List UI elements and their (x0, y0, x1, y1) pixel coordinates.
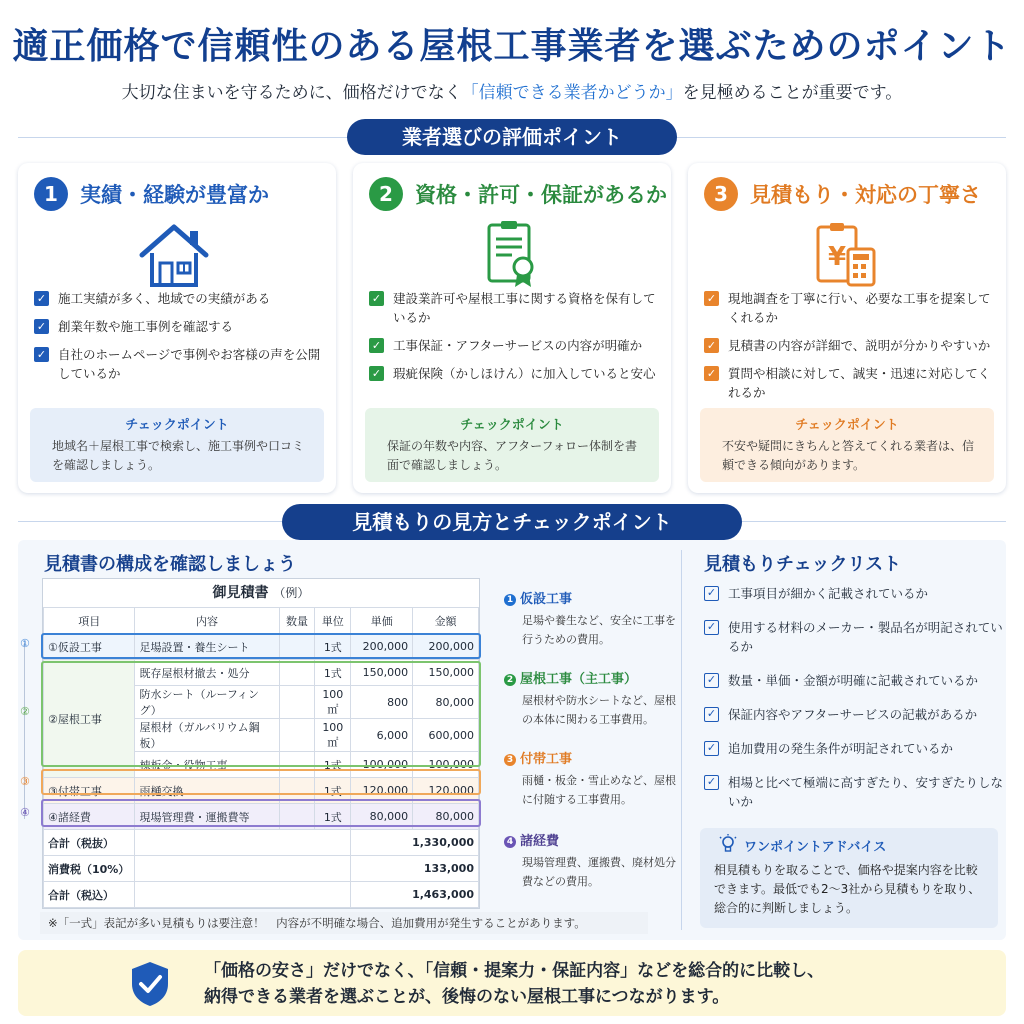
legend-item-incidental: 3 付帯工事 雨樋・板金・雪止めなど、屋根に付随する工事費用。 (504, 748, 684, 809)
list-item: ✓ 創業年数や施工事例を確認する (34, 317, 326, 336)
check-icon: ✓ (704, 338, 719, 353)
group-marker: ② (20, 705, 30, 718)
list-item: ✓ 保証内容やアフターサービスの記載があるか (704, 705, 1004, 724)
check-icon: ✓ (34, 291, 49, 306)
check-icon: ✓ (704, 366, 719, 381)
check-point-text: 保証の年数や内容、アフターフォロー体制を書面で確認しましょう。 (387, 439, 637, 472)
estimate-doc-title: 御見積書 （例） (212, 585, 310, 601)
page-subtitle (0, 78, 1024, 103)
checkbox-icon: ✓ (704, 741, 719, 756)
card-number: 2 (369, 177, 403, 211)
certificate-icon (467, 219, 551, 289)
estimate-heading: 見積書の構成を確認しましょう (44, 554, 296, 575)
estimate-document (42, 578, 480, 909)
check-point-box (365, 408, 659, 482)
legend-item-overhead: 4 諸経費 現場管理費、運搬費、廃材処分費などの費用。 (504, 830, 684, 891)
check-icon: ✓ (369, 291, 384, 306)
list-item: ✓ 現地調査を丁寧に行い、必要な工事を提案してくれるか (704, 289, 996, 327)
subtitle-pre: 大切な住まいを守るために、価格だけでなく (121, 83, 462, 103)
checkbox-icon: ✓ (704, 775, 719, 790)
estimate-warning-note: ※「一式」表記が多い見積もりは要注意！ 内容が不明確な場合、追加費用が発生することがあります。 (40, 912, 648, 934)
table-row: 防水シート（ルーフィング） 100㎡ 800 80,000 (44, 686, 479, 719)
check-icon: ✓ (704, 291, 719, 306)
card-title: 見積もり・対応の丁寧さ (750, 183, 981, 207)
table-row: 棟板金・役物工事 1式 100,000 100,000 (44, 752, 479, 778)
list-item: ✓ 自社のホームページで事例やお客様の声を公開しているか (34, 345, 326, 383)
table-row: ①仮設工事 足場設置・養生シート 1式 200,000 200,000 (44, 634, 479, 660)
checkbox-icon: ✓ (704, 586, 719, 601)
evaluation-card-license (353, 163, 671, 493)
shield-check-icon (128, 960, 172, 1008)
list-item: ✓ 相場と比べて極端に高すぎたり、安すぎたりしないか (704, 773, 1004, 811)
check-point-title: チェックポイント (795, 418, 899, 433)
legend-item-temporary: 1 仮設工事 足場や養生など、安全に工事を行うための費用。 (504, 588, 684, 649)
lightbulb-icon (718, 834, 738, 854)
checkbox-icon: ✓ (704, 707, 719, 722)
list-item: ✓ 見積書の内容が詳細で、説明が分かりやすいか (704, 336, 996, 355)
group-connector-line (24, 643, 25, 819)
svg-text:¥: ¥ (827, 242, 847, 272)
card-checklist (34, 289, 326, 392)
column-header: 数量 (279, 608, 315, 634)
checkbox-icon: ✓ (704, 620, 719, 635)
section2-title: 見積もりの見方とチェックポイント (282, 504, 742, 540)
list-item: ✓ 瑕疵保険（かしほけん）に加入していると安心 (369, 364, 661, 383)
column-header: 項目 (44, 608, 135, 634)
check-point-box (30, 408, 324, 482)
total-row: 合計（税抜） 1,330,000 (44, 830, 479, 856)
group-marker: ④ (20, 806, 30, 819)
check-point-box (700, 408, 994, 482)
column-header: 単価 (351, 608, 413, 634)
list-item: ✓ 建設業許可や屋根工事に関する資格を保有しているか (369, 289, 661, 327)
column-header: 金額 (413, 608, 479, 634)
table-row: 屋根材（ガルバリウム鋼板） 100㎡ 6,000 600,000 (44, 719, 479, 752)
table-row: ②屋根工事 既存屋根材撤去・処分 1式 150,000 150,000 (44, 660, 479, 686)
check-point-title: チェックポイント (460, 418, 564, 433)
summary-text: 「価格の安さ」だけでなく、「信頼・提案力・保証内容」などを総合的に比較し、 納得できる業者を選ぶことが、後悔のない屋根工事につながります。 (204, 961, 825, 1007)
card-number: 3 (704, 177, 738, 211)
group-marker: ③ (20, 775, 30, 788)
check-icon: ✓ (34, 319, 49, 334)
total-row: 合計（税込） 1,463,000 (44, 882, 479, 908)
check-icon: ✓ (34, 347, 49, 362)
subtitle-post: を見極めることが重要です。 (682, 83, 903, 103)
advice-text: 相見積もりを取ることで、価格や提案内容を比較できます。最低でも2〜3社から見積もりを取り、総合的に判断しましょう。 (714, 863, 981, 915)
evaluation-card-estimate (688, 163, 1006, 493)
card-checklist (704, 289, 996, 411)
column-header: 単位 (315, 608, 351, 634)
advice-title: ワンポイントアドバイス (714, 836, 984, 855)
house-icon (132, 219, 216, 289)
evaluation-card-experience (18, 163, 336, 493)
checklist-title: 見積もりチェックリスト (704, 554, 902, 575)
check-point-title: チェックポイント (125, 418, 229, 433)
checkbox-icon: ✓ (704, 673, 719, 688)
card-title: 実績・経験が豊富か (80, 183, 269, 207)
check-icon: ✓ (369, 338, 384, 353)
check-icon: ✓ (369, 366, 384, 381)
list-item: ✓ 工事保証・アフターサービスの内容が明確か (369, 336, 661, 355)
legend-item-roof: 2 屋根工事（主工事） 屋根材や防水シートなど、屋根の本体に関わる工事費用。 (504, 668, 684, 729)
list-item: ✓ 使用する材料のメーカー・製品名が明記されているか (704, 618, 1004, 656)
list-item: ✓ 数量・単価・金額が明確に記載されているか (704, 671, 1004, 690)
check-point-text: 不安や疑問にきちんと答えてくれる業者は、信頼できる傾向があります。 (722, 439, 975, 472)
card-title: 資格・許可・保証があるか (415, 183, 667, 207)
estimate-calculator-icon (802, 219, 886, 289)
table-header-row (44, 608, 479, 634)
section1-title: 業者選びの評価ポイント (347, 119, 677, 155)
section-divider (681, 550, 682, 930)
card-number: 1 (34, 177, 68, 211)
page-title: 適正価格で信頼性のある屋根工事業者を選ぶためのポイント (12, 26, 1012, 67)
total-row: 消費税（10%） 133,000 (44, 856, 479, 882)
list-item: ✓ 質問や相談に対して、誠実・迅速に対応してくれるか (704, 364, 996, 402)
card-checklist (369, 289, 661, 392)
subtitle-highlight: 「信頼できる業者かどうか」 (461, 83, 683, 103)
summary-banner (18, 950, 1006, 1016)
list-item: ✓ 追加費用の発生条件が明記されているか (704, 739, 1004, 758)
list-item: ✓ 工事項目が細かく記載されているか (704, 584, 1004, 603)
estimate-checklist (704, 584, 1004, 826)
table-row: ③付帯工事 雨樋交換 1式 120,000 120,000 (44, 778, 479, 804)
advice-box (700, 828, 998, 928)
group-marker: ① (20, 637, 30, 650)
column-header: 内容 (135, 608, 279, 634)
table-row: ④諸経費 現場管理費・運搬費等 1式 80,000 80,000 (44, 804, 479, 830)
list-item: ✓ 施工実績が多く、地域での実績がある (34, 289, 326, 308)
estimate-table (43, 607, 479, 908)
check-point-text: 地域名＋屋根工事で検索し、施工事例や口コミを確認しましょう。 (52, 439, 305, 472)
